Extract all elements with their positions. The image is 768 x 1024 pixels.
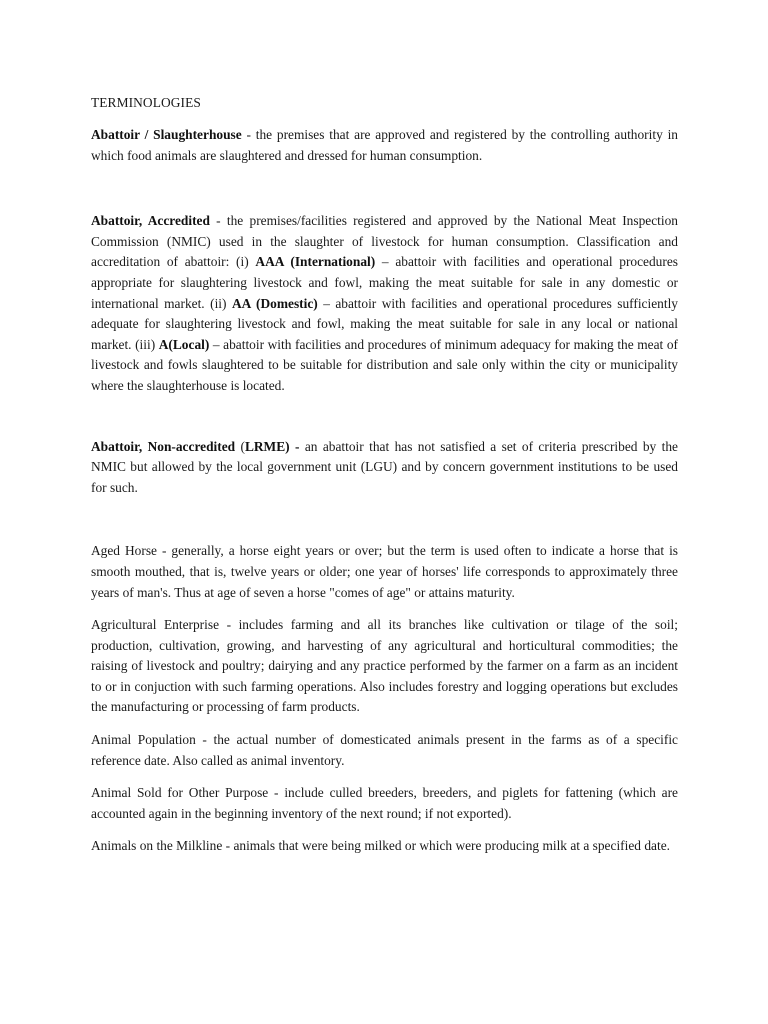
term-abbrev: LRME) [244, 438, 290, 454]
definition-text: an abattoir that has not satisfied a set of criteria prescribed by the NMIC but allowed by the local government unit (LGU) and by concern government institutions to be used for such. [91, 438, 678, 495]
term-dash: - [289, 438, 300, 454]
class-aa-text: – abattoir with facilities and operational procedures sufficiently adequate for slaughtering livestock and fowl, making the meat suitable for sale in any local or national market. (iii) [91, 295, 678, 352]
term: Abattoir, Non-accredited [91, 438, 236, 454]
term: Abattoir, Accredited [91, 213, 210, 229]
class-aaa-text: – abattoir with facilities and operational procedures appropriate for slaughtering livestock and fowl, making the meat suitable for sale in any domestic or international market. (ii) [91, 254, 678, 311]
definition-text: - the premises/facilities registered and approved by the National Meat Inspection Commission (NMIC) used in the slaughter of livestock for human consumption. Classification and accreditation of abattoir: (i) [91, 213, 678, 270]
definition-agricultural-enterprise: Agricultural Enterprise - includes farming and all its branches like cultivation or tilage of the soil; production, cultivation, growing, and harvesting of any agricultural and horticultural commodities; the raising of livestock and poultry; dairying and any practice performed by the farmer on a farm as an incident to or in conjuction with such farming operations. Also includes forestry and logging operations but excludes the manufacturing or processing of farm products. [91, 617, 678, 715]
definition-aged-horse: Aged Horse - generally, a horse eight years or over; but the term is used often to indicate a horse that is smooth mouthed, that is, twelve years or older; one year of horses' life corresponds to approximately three years of man's. Thus at age of seven a horse "comes of age" or attains maturity. [91, 543, 678, 600]
term: Abattoir / Slaughterhouse [91, 127, 242, 142]
definition-abattoir-non-accredited [91, 437, 678, 499]
class-a-name: A(Local) [158, 336, 210, 352]
definition-abattoir-slaughterhouse [91, 125, 678, 166]
definition-animal-sold-other-purpose: Animal Sold for Other Purpose - include culled breeders, breeders, and piglets for fattening (which are accounted again in the beginning inventory of the next round; if not exported). [91, 785, 678, 821]
class-aa-name: AA (Domestic) [231, 295, 318, 311]
definition-animals-on-milkline: Animals on the Milkline - animals that were being milked or which were producing milk at a specified date. [91, 838, 670, 854]
term-paren: ( [235, 438, 245, 454]
class-a-text: – abattoir with facilities and procedures of minimum adequacy for making the meat of livestock and fowls slaughtered to be suitable for distribution and sale only within the city or municipality where the slaughterhouse is located. [91, 336, 678, 393]
page-heading: TERMINOLOGIES [91, 95, 201, 110]
class-aaa-name: AAA (International) [255, 254, 376, 270]
definition-text: - the premises that are approved and registered by the controlling authority in which food animals are slaughtered and dressed for human consumption. [91, 127, 678, 163]
definition-animal-population: Animal Population - the actual number of domesticated animals present in the farms as of a specific reference date. Also called as animal inventory. [91, 732, 678, 768]
definition-abattoir-accredited [91, 211, 678, 396]
